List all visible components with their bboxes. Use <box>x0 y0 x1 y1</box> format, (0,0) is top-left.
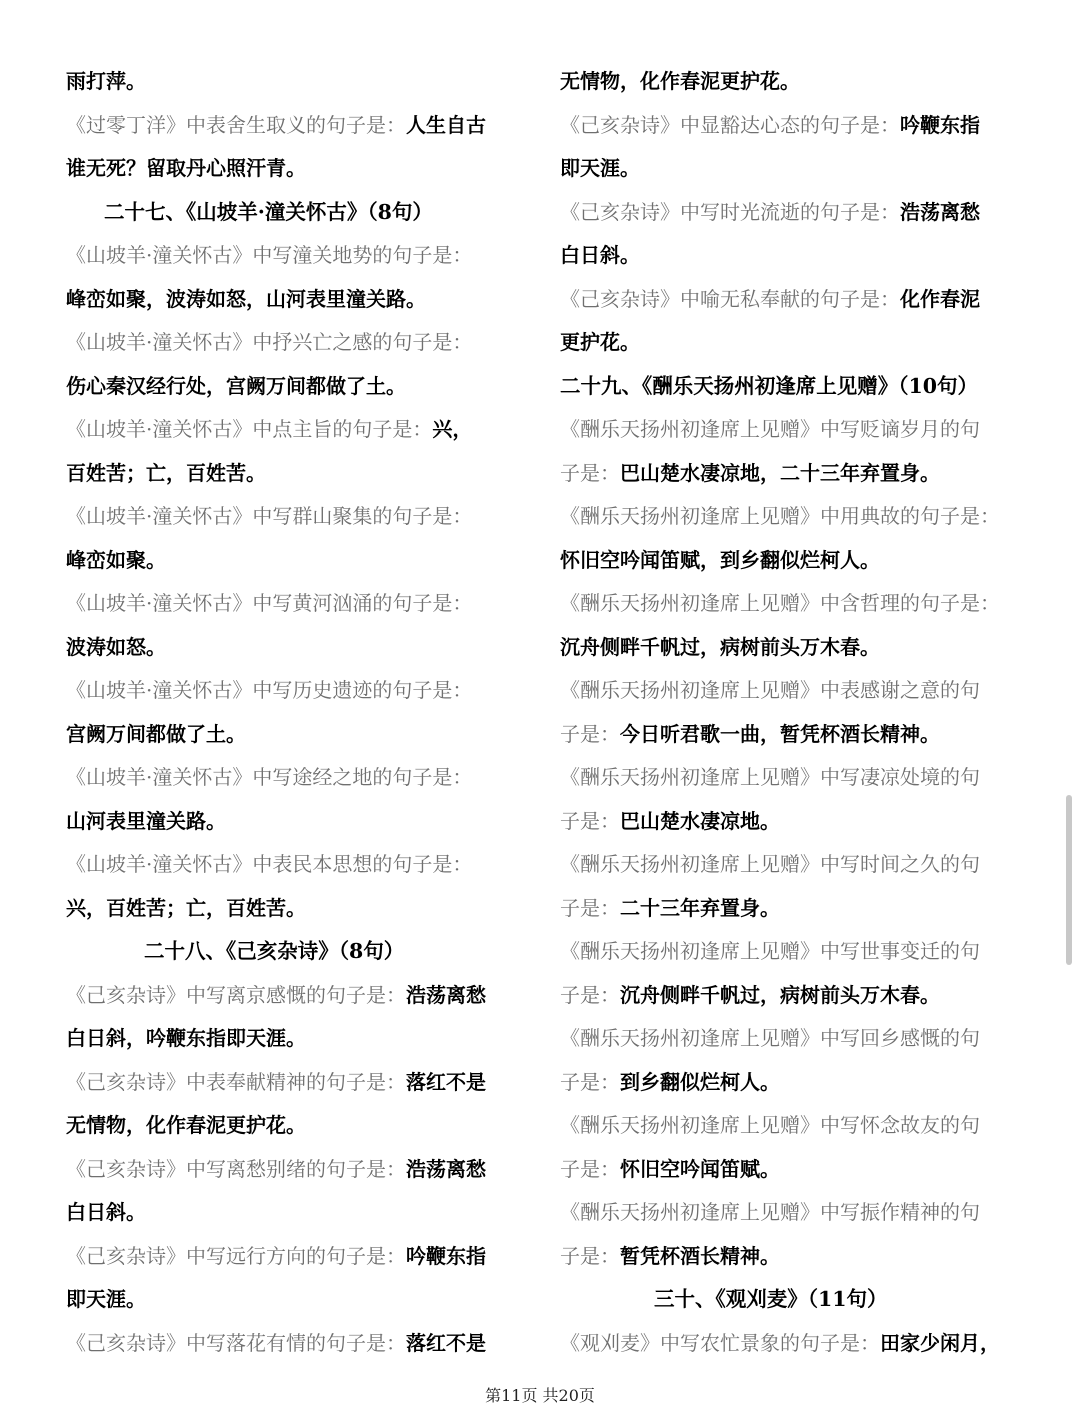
answer-text: 化作春泥 <box>900 286 980 311</box>
text-line <box>560 1235 1030 1279</box>
text-line <box>66 669 536 713</box>
answer-text: 伤心秦汉经行处，宫阙万间都做了土。 <box>66 373 406 398</box>
question-text: 《山坡羊·潼关怀古》中抒兴亡之感的句子是： <box>66 330 473 354</box>
text-line <box>560 408 1030 452</box>
text-line <box>66 495 536 539</box>
question-text: 《己亥杂诗》中写离京感慨的句子是： <box>66 982 406 1007</box>
text-line <box>560 495 1030 539</box>
answer-text: 暂凭杯酒长精神。 <box>620 1243 780 1268</box>
section-heading <box>66 930 536 974</box>
text-line <box>66 104 536 148</box>
question-text: 《己亥杂诗》中写落花有情的句子是： <box>66 1330 406 1355</box>
answer-text: 山河表里潼关路。 <box>66 808 226 833</box>
section-heading <box>560 1278 1030 1322</box>
answer-text: 二十三年弃置身。 <box>620 895 780 920</box>
answer-text: 怀旧空吟闻笛赋，到乡翻似烂柯人。 <box>560 547 880 572</box>
text-line <box>66 626 536 670</box>
answer-text: 沉舟侧畔千帆过，病树前头万木春。 <box>560 634 880 659</box>
question-text: 子是： <box>560 982 620 1007</box>
text-line <box>560 887 1030 931</box>
text-line <box>66 1322 536 1366</box>
question-text: 《酬乐天扬州初逢席上见赠》中写贬谪岁月的句 <box>560 417 980 441</box>
text-line <box>66 713 536 757</box>
answer-text: 吟鞭东指 <box>900 112 980 137</box>
text-line <box>66 60 536 104</box>
question-text: 《己亥杂诗》中写远行方向的句子是： <box>66 1243 406 1268</box>
text-line <box>560 1322 1030 1366</box>
question-text: 《己亥杂诗》中写离愁别绪的句子是： <box>66 1156 406 1181</box>
text-line <box>560 321 1030 365</box>
question-text: 《酬乐天扬州初逢席上见赠》中写凄凉处境的句 <box>560 765 980 789</box>
question-text: 《山坡羊·潼关怀古》中写潼关地势的句子是： <box>66 243 473 267</box>
answer-text: 田家少闲月， <box>880 1330 1000 1355</box>
question-text: 《酬乐天扬州初逢席上见赠》中写怀念故友的句 <box>560 1113 980 1137</box>
answer-text: 雨打萍。 <box>66 69 146 93</box>
answer-text: 无情物，化作春泥更护花。 <box>560 69 800 93</box>
question-text: 子是： <box>560 1156 620 1181</box>
text-line <box>66 1017 536 1061</box>
answer-text: 波涛如怒。 <box>66 634 166 659</box>
text-line <box>560 278 1030 322</box>
answer-text: 怀旧空吟闻笛赋。 <box>620 1156 780 1181</box>
answer-text: 更护花。 <box>560 330 640 354</box>
text-line <box>560 191 1030 235</box>
answer-text: 峰峦如聚。 <box>66 547 166 572</box>
question-text: 子是： <box>560 1069 620 1094</box>
answer-text: 浩荡离愁 <box>900 199 980 224</box>
answer-text: 白日斜。 <box>66 1200 146 1224</box>
text-line <box>66 1191 536 1235</box>
text-line <box>66 582 536 626</box>
text-line <box>66 147 536 191</box>
text-line <box>66 1061 536 1105</box>
text-line <box>66 539 536 583</box>
question-text: 《酬乐天扬州初逢席上见赠》中表感谢之意的句 <box>560 678 980 702</box>
question-text: 《己亥杂诗》中显豁达心态的句子是： <box>560 112 900 137</box>
text-line <box>560 582 1030 626</box>
text-line <box>66 452 536 496</box>
question-text: 《己亥杂诗》中表奉献精神的句子是： <box>66 1069 406 1094</box>
answer-text: 浩荡离愁 <box>406 1156 486 1181</box>
text-line <box>560 1148 1030 1192</box>
question-text: 《山坡羊·潼关怀古》中点主旨的句子是： <box>66 417 433 441</box>
text-line <box>66 887 536 931</box>
text-line <box>66 800 536 844</box>
question-text: 子是： <box>560 1243 620 1268</box>
question-text: 子是： <box>560 808 620 833</box>
question-text: 《酬乐天扬州初逢席上见赠》中用典故的句子是： <box>560 504 1000 528</box>
text-line <box>66 1104 536 1148</box>
question-text: 《酬乐天扬州初逢席上见赠》中写振作精神的句 <box>560 1200 980 1224</box>
section-heading <box>560 365 1030 409</box>
question-text: 《酬乐天扬州初逢席上见赠》中写回乡感慨的句 <box>560 1026 980 1050</box>
text-line <box>560 756 1030 800</box>
answer-text: 峰峦如聚，波涛如怒，山河表里潼关路。 <box>66 286 426 311</box>
answer-text: 到乡翻似烂柯人。 <box>620 1069 780 1094</box>
question-text: 子是： <box>560 460 620 485</box>
text-line <box>560 234 1030 278</box>
answer-text: 巴山楚水凄凉地，二十三年弃置身。 <box>620 460 940 485</box>
answer-text: 吟鞭东指 <box>406 1243 486 1268</box>
answer-text: 即天涯。 <box>66 1287 146 1311</box>
answer-text: 无情物，化作春泥更护花。 <box>66 1113 306 1137</box>
right-column <box>560 60 1030 1365</box>
section-heading <box>66 191 536 235</box>
question-text: 《过零丁洋》中表舍生取义的句子是： <box>66 112 406 137</box>
text-line <box>560 60 1030 104</box>
text-line <box>66 321 536 365</box>
answer-text: 即天涯。 <box>560 156 640 180</box>
question-text: 《己亥杂诗》中喻无私奉献的句子是： <box>560 286 900 311</box>
question-text: 《酬乐天扬州初逢席上见赠》中写时间之久的句 <box>560 852 980 876</box>
text-line <box>560 930 1030 974</box>
question-text: 《山坡羊·潼关怀古》中写途经之地的句子是： <box>66 765 473 789</box>
answer-text: 白日斜。 <box>560 243 640 267</box>
question-text: 《酬乐天扬州初逢席上见赠》中写世事变迁的句 <box>560 939 980 963</box>
answer-text: 宫阙万间都做了土。 <box>66 721 246 746</box>
question-text: 子是： <box>560 721 620 746</box>
scrollbar-thumb[interactable] <box>1066 795 1072 965</box>
answer-text: 落红不是 <box>406 1330 486 1355</box>
text-line <box>560 1104 1030 1148</box>
text-line <box>560 104 1030 148</box>
text-line <box>560 147 1030 191</box>
question-text: 《酬乐天扬州初逢席上见赠》中含哲理的句子是： <box>560 591 1000 615</box>
text-line <box>560 539 1030 583</box>
question-text: 《观刈麦》中写农忙景象的句子是： <box>560 1330 880 1355</box>
answer-text: 百姓苦；亡，百姓苦。 <box>66 460 266 485</box>
page-footer: 第11页 共20页 <box>485 1386 595 1405</box>
text-line <box>66 843 536 887</box>
left-column <box>66 60 536 1365</box>
text-line <box>560 843 1030 887</box>
text-line <box>66 1148 536 1192</box>
answer-text: 白日斜，吟鞭东指即天涯。 <box>66 1026 306 1050</box>
text-line <box>560 1061 1030 1105</box>
text-line <box>66 365 536 409</box>
question-text: 子是： <box>560 895 620 920</box>
text-line <box>560 974 1030 1018</box>
text-line <box>560 800 1030 844</box>
text-line <box>66 234 536 278</box>
answer-text: 人生自古 <box>406 112 486 137</box>
question-text: 《山坡羊·潼关怀古》中写群山聚集的句子是： <box>66 504 473 528</box>
text-line <box>66 756 536 800</box>
text-line <box>66 278 536 322</box>
text-line <box>66 408 536 452</box>
answer-text: 今日听君歌一曲，暂凭杯酒长精神。 <box>620 721 940 746</box>
answer-text: 落红不是 <box>406 1069 486 1094</box>
answer-text: 兴，百姓苦；亡，百姓苦。 <box>66 895 306 920</box>
text-line <box>560 452 1030 496</box>
heading-text: 二十七、《山坡羊·潼关怀古》（8句） <box>104 199 433 224</box>
heading-text: 二十九、《酬乐天扬州初逢席上见赠》（10句） <box>560 373 979 398</box>
answer-text: 浩荡离愁 <box>406 982 486 1007</box>
text-line <box>560 669 1030 713</box>
text-line <box>66 1278 536 1322</box>
heading-text: 三十、《观刈麦》（11句） <box>654 1287 888 1311</box>
question-text: 《山坡羊·潼关怀古》中表民本思想的句子是： <box>66 852 473 876</box>
answer-text: 巴山楚水凄凉地。 <box>620 808 780 833</box>
text-line <box>560 1191 1030 1235</box>
question-text: 《山坡羊·潼关怀古》中写黄河汹涌的句子是： <box>66 591 473 615</box>
question-text: 《己亥杂诗》中写时光流逝的句子是： <box>560 199 900 224</box>
text-line <box>560 1017 1030 1061</box>
text-line <box>66 1235 536 1279</box>
answer-text: 兴， <box>432 417 473 441</box>
heading-text: 二十八、《己亥杂诗》（8句） <box>144 939 405 963</box>
answer-text: 谁无死？留取丹心照汗青。 <box>66 156 306 180</box>
text-line <box>560 713 1030 757</box>
text-line <box>560 626 1030 670</box>
text-line <box>66 974 536 1018</box>
answer-text: 沉舟侧畔千帆过，病树前头万木春。 <box>620 982 940 1007</box>
question-text: 《山坡羊·潼关怀古》中写历史遗迹的句子是： <box>66 678 473 702</box>
